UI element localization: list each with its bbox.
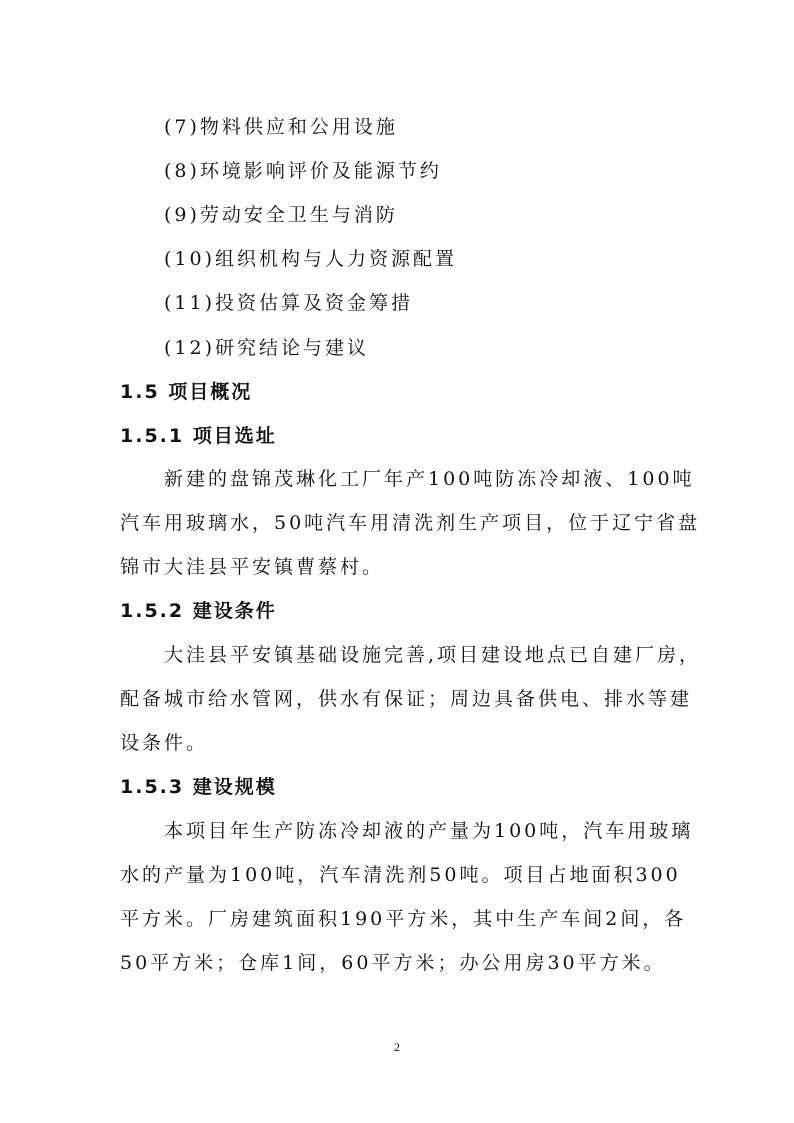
subsection-heading: 1.5.1 项目选址	[120, 425, 277, 447]
list-item: (7)物料供应和公用设施	[164, 116, 398, 138]
paragraph-line: 配备城市给水管网，供水有保证；周边具备供电、排水等建	[120, 688, 693, 710]
paragraph-line: 50平方米；仓库1间，60平方米；办公用房30平方米。	[120, 952, 666, 974]
paragraph-line: 设条件。	[120, 732, 209, 754]
paragraph-line: 汽车用玻璃水，50吨汽车用清洗剂生产项目，位于辽宁省盘	[120, 512, 701, 534]
page-number: 2	[394, 1040, 400, 1054]
paragraph-line: 锦市大洼县平安镇曹蔡村。	[120, 556, 385, 578]
paragraph-line: 新建的盘锦茂琳化工厂年产100吨防冻冷却液、100吨	[164, 468, 695, 490]
list-item: (8)环境影响评价及能源节约	[164, 160, 442, 182]
paragraph-line: 大洼县平安镇基础设施完善,项目建设地点已自建厂房，	[164, 644, 702, 666]
paragraph-line: 本项目年生产防冻冷却液的产量为100吨，汽车用玻璃	[164, 820, 694, 842]
subsection-heading: 1.5.2 建设条件	[120, 600, 277, 622]
list-item: (12)研究结论与建议	[164, 337, 370, 359]
subsection-heading: 1.5.3 建设规模	[120, 776, 277, 798]
paragraph-line: 平方米。厂房建筑面积190平方米，其中生产车间2间，各	[120, 908, 687, 930]
section-heading: 1.5 项目概况	[120, 381, 253, 403]
paragraph-line: 水的产量为100吨，汽车清洗剂50吨。项目占地面积300	[120, 864, 681, 886]
list-item: (10)组织机构与人力资源配置	[164, 248, 458, 270]
list-item: (11)投资估算及资金筹措	[164, 292, 414, 314]
list-item: (9)劳动安全卫生与消防	[164, 204, 398, 226]
